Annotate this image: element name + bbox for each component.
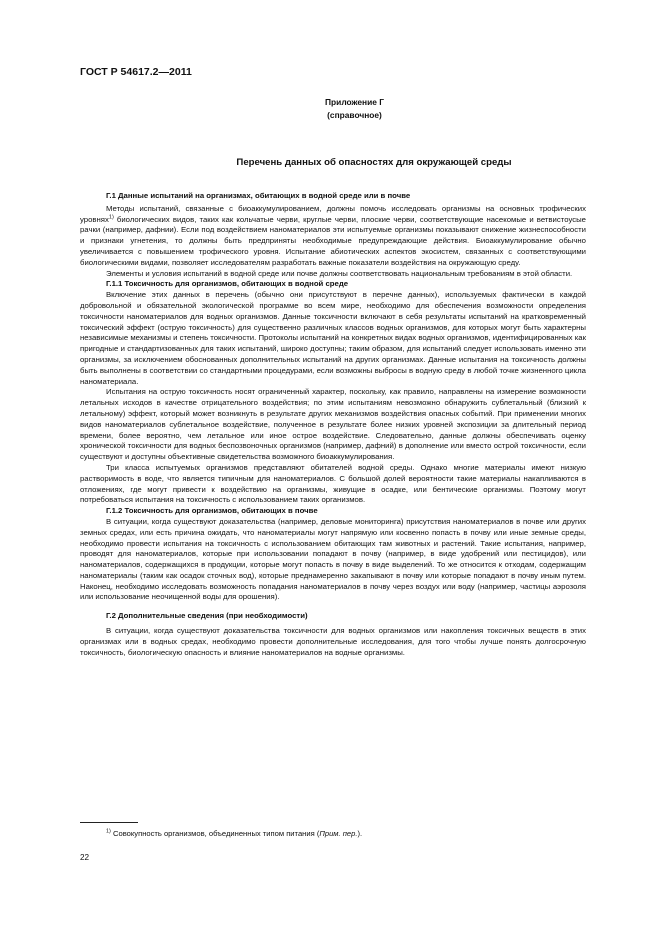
paragraph: В ситуации, когда существуют доказательства токсичности для водных организмов или накопления токсичных веществ в этих организмах или в водных средах, необходимо провести дополнительные исследования, для того чтобы лучше понять долгосрочную токсичность, биологическую опасность и влияние наноматериалов на водные организмы. <box>80 626 586 657</box>
annex-label: Приложение Г <box>325 97 384 107</box>
text-run: биологических видов, таких как кольчатые черви, круглые черви, плоские черви, соответствующие насекомые и ветвистоусые рачки (например, дафнии). Если под воздействием наноматериалов эти испытуемые организмы показывают снижение жизнеспособности и признаки угнетения, то должны быть предприняты необходимые предупреждающие действия. Биоаккумулирование обычно увеличивается с повышением трофического уровня. Испытание абиотических аспектов экосистем, связанных с соответствующими биологическими видами, позволяет исследователям разработать важные показатели воздействия на окружающую среду. <box>80 214 586 267</box>
standard-code: ГОСТ Р 54617.2—2011 <box>80 66 192 78</box>
page-title: Перечень данных об опасностях для окружающей среды <box>236 157 512 168</box>
footnote-divider <box>80 822 138 823</box>
footnote-italic: Прим. пер. <box>319 829 358 838</box>
footnote-ref: 1) <box>108 214 114 221</box>
footnote-marker: 1) <box>106 828 111 835</box>
paragraph: В ситуации, когда существуют доказательства (например, деловые мониторинга) присутствия наноматериалов в почве или других земных средах, или есть причина ожидать, что наноматериалы могут напрямую или косвенно попасть в почву или иные земные среды, необходимо провести испытания на токсичность с использованием обитающих там животных и растений. Такие испытания, например, проводят для наноматериалов, которые при использовании попадают в почву (например, в виде удобрений или пестицидов), или наноматериалов, содержащихся в продукции, которые могут попасть в почву в виде выделений. То же относится к отходам, содержащим наноматериалы (таким как осадок сточных вод), которые преднамеренно закапывают в почву или которые попадают в почву иным путем. Наконец, необходимо исследовать возможность попадания наноматериалов в почву через воздух или воду (например, частицы аэрозоля или использование неочищенной воды для орошения). <box>80 516 586 602</box>
paragraph: Испытания на острую токсичность носят ограниченный характер, поскольку, как правило, направлены на измерение возможности летальных исходов в качестве отрицательного воздействия; по этим испытаниям невозможно обнаружить сублетальный (близкий к летальному) эффект, который может возникнуть в результате других механизмов воздействия опасных событий. При применении многих видов наноматериалов сублетальное воздействие, полученное в результате более низких уровней экспозиции за длительный период времени, более вероятно, чем летальное или иное острое воздействие. Следовательно, данные должны обеспечивать оценку хронической токсичности для водных беспозвоночных организмов (например, дафний) в дополнение или вместо острой токсичности, если существуют и доступны объективные свидетельства возможного биоаккумулирования. <box>80 387 586 462</box>
footnote <box>106 829 362 838</box>
page-number: 22 <box>80 853 90 862</box>
section-heading-g12: Г.1.2 Токсичность для организмов, обитающих в почве <box>106 506 318 516</box>
text-run: Методы испытаний, связанные с биоаккумулированием, должны помочь исследовать организмы на основных трофических уровнях <box>80 203 586 224</box>
paragraph <box>80 204 586 269</box>
section-heading-g11: Г.1.1 Токсичность для организмов, обитающих в водной среде <box>106 279 349 289</box>
paragraph: Включение этих данных в перечень (обычно они присутствуют в перечне данных), используемых фактически в каждой добровольной и обязательной экологической программе во всем мире, необходимо для обеспечения возможности определения токсичности наноматериалов для водных организмов. Данные токсичности включают в себя результаты испытаний на кратковременный токсический эффект (острую токсичность) для существенно различных классов водных организмов, для которых могут быть характерны независимые механизмы и степень токсичности. Протоколы испытаний на конкретных видах водных организмов, идентифицированных как пригодные и стандартизованных для таких испытаний, широко доступны; таким образом, для испытаний следует использовать именно эти организмы, за исключением обоснованных дополнительных испытаний на других организмах. Данные испытания на токсичность должны быть выполнены в соответствии со стандартными процедурами, если возможны выбросы в водную среду в любой точке жизненного цикла наноматериала. <box>80 290 586 386</box>
paragraph: Три класса испытуемых организмов представляют обитателей водной среды. Однако многие материалы имеют низкую растворимость в воде, что является типичным для наноматериалов. С большой долей вероятности такие материалы накапливаются в отложениях, где могут привести к воздействию на организмы, живущие в осадке, или бентические организмы. Поэтому могут потребоваться испытания на токсичность с использованием таких организмов. <box>80 462 586 505</box>
document-body <box>80 188 586 658</box>
footnote-text: Совокупность организмов, объединенных типом питания ( <box>110 829 320 838</box>
section-heading-g2: Г.2 Дополнительные сведения (при необходимости) <box>106 611 308 621</box>
annex-type: (справочное) <box>327 110 382 120</box>
footnote-text-end: ). <box>357 829 363 838</box>
paragraph: Элементы и условия испытаний в водной среде или почве должны соответствовать национальным требованиям в этой области. <box>106 268 573 278</box>
section-heading-g1: Г.1 Данные испытаний на организмах, обитающих в водной среде или в почве <box>106 191 411 200</box>
